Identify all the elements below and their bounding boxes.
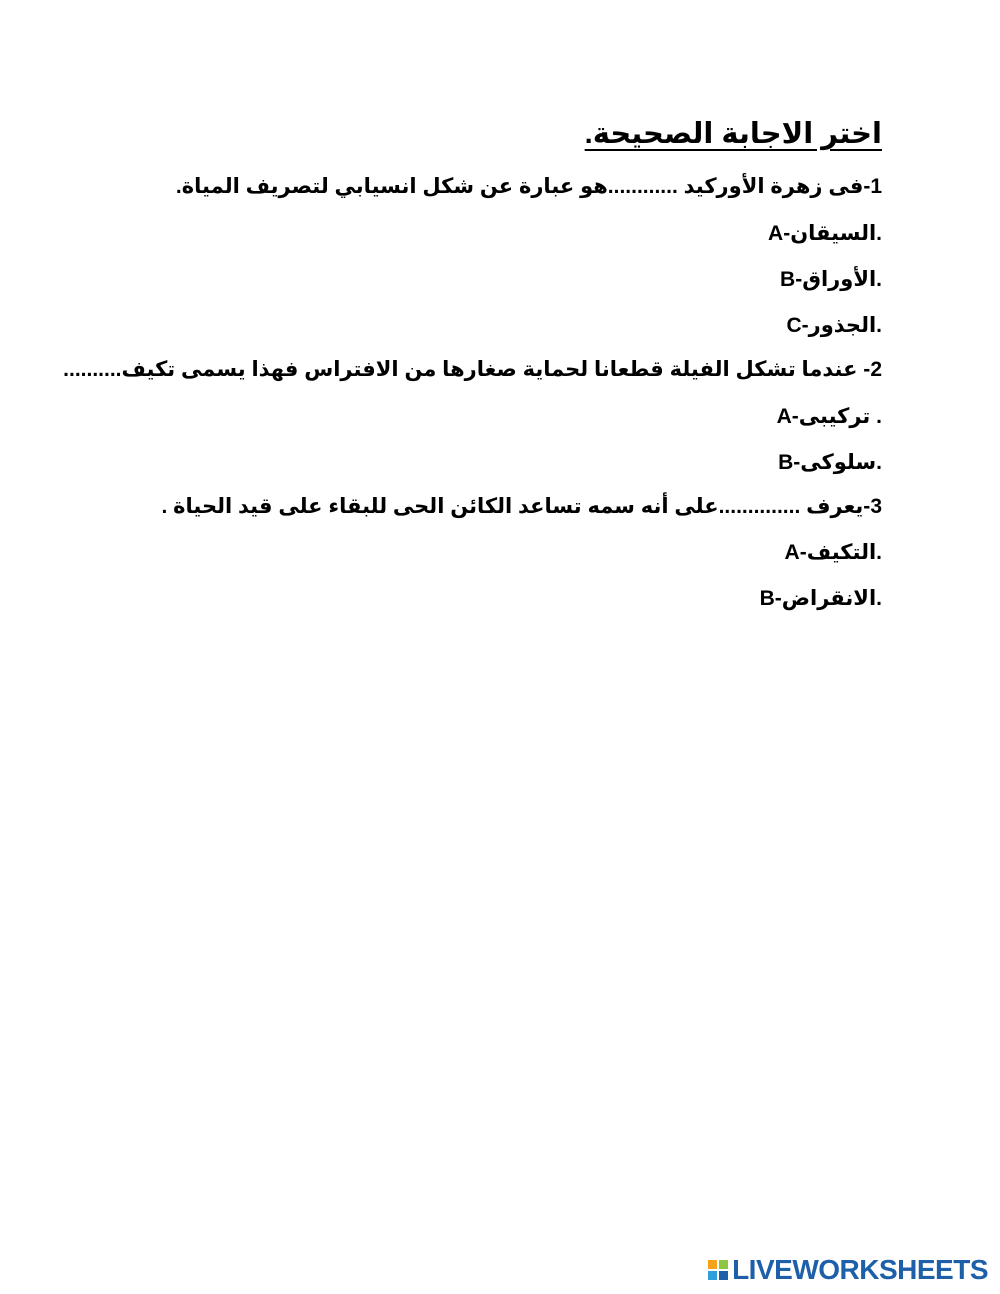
liveworksheets-brand: LIVEWORKSHEETS: [732, 1254, 988, 1285]
question-2-option-b: B-سلوكى.: [778, 451, 882, 474]
liveworksheets-footer: [708, 1254, 988, 1286]
question-1-option-a: A-السيقان.: [768, 222, 882, 245]
question-3: 3-يعرف ..............على أنه سمه تساعد الكائن الحى للبقاء على قيد الحياة .: [161, 495, 882, 518]
question-2: 2- عندما تشكل الفيلة قطعانا لحماية صغارها من الافتراس فهذا يسمى تكيف..........: [63, 358, 882, 381]
question-1-option-c: C-الجذور.: [786, 314, 882, 337]
liveworksheets-logo-icon: [708, 1260, 728, 1280]
question-3-option-b: B-الانقراض.: [759, 587, 882, 610]
question-2-option-a: A-تركيبى .: [776, 405, 882, 428]
worksheet-title: اختر الاجابة الصحيحة.: [584, 118, 882, 150]
question-1-option-b: B-الأوراق.: [780, 268, 882, 291]
question-3-option-a: A-التكيف.: [784, 541, 882, 564]
question-1: 1-فى زهرة الأوركيد ............هو عبارة عن شكل انسيابي لتصريف المياة.: [175, 175, 882, 198]
